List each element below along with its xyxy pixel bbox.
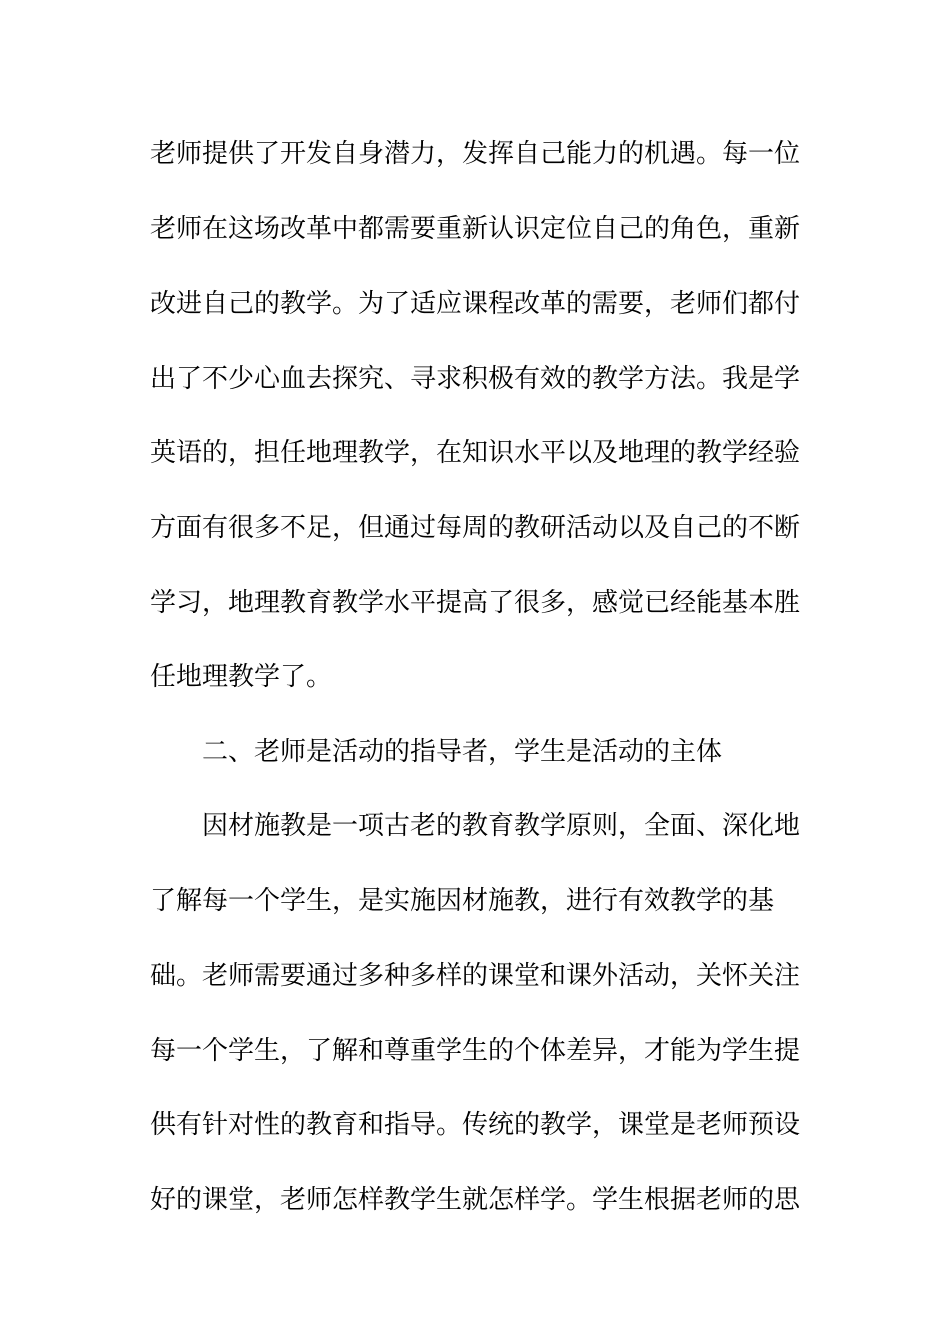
- paragraph-line: 因材施教是一项古老的教育教学原则，全面、深化地: [202, 811, 801, 841]
- paragraph-line: 了解每一个学生，是实施因材施教，进行有效教学的基: [150, 886, 775, 916]
- paragraph-line: 每一个学生，了解和尊重学生的个体差异，才能为学生提: [150, 1036, 801, 1066]
- paragraph-line: 出了不少心血去探究、寻求积极有效的教学方法。我是学: [150, 364, 801, 394]
- paragraph-line: 供有针对性的教育和指导。传统的教学，课堂是老师预设: [150, 1110, 801, 1140]
- paragraph-line: 方面有很多不足，但通过每周的教研活动以及自己的不断: [150, 513, 801, 543]
- paragraph-line: 好的课堂，老师怎样教学生就怎样学。学生根据老师的思: [150, 1185, 801, 1215]
- paragraph-line: 础。老师需要通过多种多样的课堂和课外活动，关怀关注: [150, 961, 801, 991]
- paragraph-line: 改进自己的教学。为了适应课程改革的需要，老师们都付: [150, 289, 801, 319]
- paragraph-line: 任地理教学了。: [150, 662, 333, 692]
- paragraph-line: 学习，地理教育教学水平提高了很多，感觉已经能基本胜: [150, 588, 801, 618]
- paragraph-line: 英语的，担任地理教学，在知识水平以及地理的教学经验: [150, 438, 801, 468]
- paragraph-line: 老师提供了开发自身潜力，发挥自己能力的机遇。每一位: [150, 139, 801, 169]
- section-heading: 二、老师是活动的指导者，学生是活动的主体: [202, 737, 723, 767]
- paragraph-line: 老师在这场改革中都需要重新认识定位自己的角色，重新: [150, 214, 801, 244]
